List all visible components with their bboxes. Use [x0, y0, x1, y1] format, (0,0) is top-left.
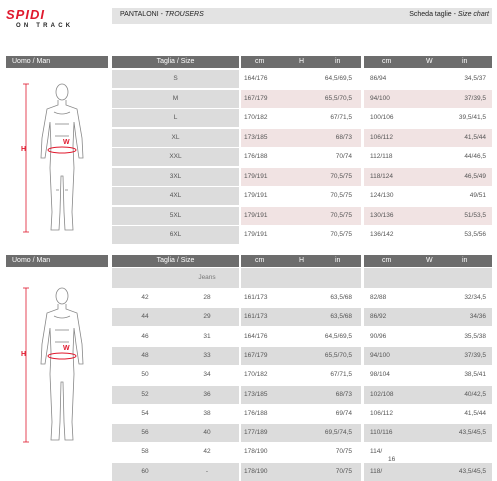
w-in-value: 39,5/41,5 — [458, 114, 486, 121]
jeans-value: 40 — [203, 429, 211, 437]
h-cm-value: 177/189 — [244, 429, 268, 437]
size-value: 6XL — [169, 231, 182, 238]
brand-tagline: ON TRACK — [16, 23, 74, 29]
product-title: PANTALONI - TROUSERS — [120, 11, 204, 18]
size-value: 60 — [141, 467, 149, 475]
w-in-value: 37/39,5 — [464, 94, 486, 102]
size-value: 56 — [141, 429, 149, 437]
h-cm-value: 176/188 — [244, 153, 268, 160]
w-in-value: 37/39,5 — [464, 351, 486, 359]
h-cm-value: 161/173 — [244, 294, 268, 301]
w-in-value: 49/51 — [469, 192, 486, 199]
h-in-value: 70/75 — [335, 467, 352, 475]
w-cm-value: 114/ — [370, 448, 383, 456]
h-cm-value: 167/179 — [244, 94, 268, 102]
size-value: M — [172, 94, 179, 102]
h-in-value: 70,5/75 — [330, 211, 352, 219]
body-figure-icon — [14, 80, 104, 238]
size-value: 46 — [141, 332, 149, 340]
w-cm-value: 124/130 — [370, 192, 394, 199]
h-cm-value: 179/191 — [244, 211, 268, 219]
w-subheader-bg — [364, 268, 492, 288]
table2-h-header: cm H in — [241, 255, 361, 267]
w-in-value: 38,5/41 — [464, 371, 486, 379]
h-cm-value: 178/190 — [244, 448, 268, 456]
w-in-value: 51/53,5 — [464, 211, 486, 219]
height-label: H — [21, 146, 27, 153]
table2-w-header: cm W in — [364, 255, 492, 267]
size-value: 48 — [141, 351, 149, 359]
h-cm-value: 164/176 — [244, 332, 268, 340]
w-cm-value: 106/112 — [370, 409, 394, 417]
size-value: 5XL — [169, 211, 182, 219]
h-cm-value: 178/190 — [244, 467, 268, 475]
jeans-value: 42 — [203, 448, 211, 456]
w-cm-value: 118/124 — [370, 172, 394, 180]
jeans-value: 33 — [203, 351, 211, 359]
h-cm-value: 161/173 — [244, 313, 268, 321]
h-in-value: 70,5/75 — [330, 172, 352, 180]
w-in-value: 43,5/45,5 — [458, 467, 486, 475]
h-cm-value: 173/185 — [244, 390, 268, 398]
size-value: S — [173, 75, 178, 82]
waist-label-2: W — [63, 345, 70, 352]
jeans-value: 29 — [203, 313, 211, 321]
w-in-value: 32/34,5 — [464, 294, 486, 301]
table2-size-header: Taglia / Size — [112, 255, 239, 267]
h-in-value: 70,5/75 — [330, 231, 352, 238]
size-value: 42 — [141, 294, 149, 301]
h-in-value: 70,5/75 — [330, 192, 352, 199]
svg-text:SPIDI: SPIDI — [6, 8, 45, 21]
w-in-value: 40/42,5 — [464, 390, 486, 398]
w-cm-value: 106/112 — [370, 133, 394, 141]
w-in-value: 34/36 — [469, 313, 486, 321]
h-in-value: 67/71,5 — [330, 114, 352, 121]
overlay-value: 16 — [388, 456, 396, 463]
table1-w-header: cm W in — [364, 56, 492, 68]
w-cm-value: 94/100 — [370, 351, 390, 359]
w-cm-value: 82/88 — [370, 294, 387, 301]
size-value: XL — [171, 133, 180, 141]
h-in-value: 63,5/68 — [330, 313, 352, 321]
w-cm-value: 102/108 — [370, 390, 394, 398]
w-in-value: 46,5/49 — [464, 172, 486, 180]
jeans-value: 28 — [203, 294, 211, 301]
h-cm-value: 176/188 — [244, 409, 268, 417]
w-cm-value: 100/106 — [370, 114, 394, 121]
w-in-value: 41,5/44 — [464, 133, 486, 141]
size-value: 3XL — [169, 172, 182, 180]
size-value: 44 — [141, 313, 149, 321]
h-cm-value: 179/191 — [244, 192, 268, 199]
size-value: L — [173, 114, 178, 121]
w-in-value: 35,5/38 — [464, 332, 486, 340]
h-in-value: 65,5/70,5 — [324, 94, 352, 102]
w-cm-value: 86/94 — [370, 75, 387, 82]
jeans-value: 38 — [203, 409, 211, 417]
size-value: 54 — [141, 409, 149, 417]
w-cm-value: 112/118 — [370, 153, 393, 160]
w-cm-value: 94/100 — [370, 94, 390, 102]
w-cm-value: 98/104 — [370, 371, 390, 379]
table2-label: Uomo / Man — [6, 255, 108, 267]
h-in-value: 69/74 — [335, 409, 352, 417]
w-in-value — [428, 444, 486, 460]
spidi-logo — [6, 8, 82, 21]
h-cm-value: 179/191 — [244, 172, 268, 180]
h-in-value: 64,5/69,5 — [324, 75, 352, 82]
h-cm-value: 170/182 — [244, 371, 268, 379]
size-value: 4XL — [169, 192, 182, 199]
h-in-value: 70/74 — [335, 153, 352, 160]
jeans-subheader: Jeans — [198, 274, 216, 281]
h-cm-value: 170/182 — [244, 114, 268, 121]
table1-label: Uomo / Man — [6, 56, 108, 68]
jeans-value: 36 — [203, 390, 211, 398]
size-value: 58 — [141, 448, 149, 456]
h-in-value: 65,5/70,5 — [324, 351, 352, 359]
w-cm-value: 136/142 — [370, 231, 394, 238]
w-cm-value: 110/116 — [370, 429, 393, 437]
size-value: 50 — [141, 371, 149, 379]
jeans-value: 31 — [203, 332, 211, 340]
h-subheader-bg — [241, 268, 361, 288]
h-cm-value: 179/191 — [244, 231, 268, 238]
table1-size-header: Taglia / Size — [112, 56, 239, 68]
w-cm-value: 118/ — [370, 467, 383, 475]
h-cm-value: 164/176 — [244, 75, 268, 82]
w-in-value: 43,5/45,5 — [458, 429, 486, 437]
h-cm-value: 167/179 — [244, 351, 268, 359]
h-in-value: 67/71,5 — [330, 371, 352, 379]
jeans-value: - — [205, 467, 209, 475]
height-label-2: H — [21, 351, 27, 358]
w-cm-value: 130/136 — [370, 211, 394, 219]
h-in-value: 68/73 — [335, 390, 352, 398]
size-value: 52 — [141, 390, 149, 398]
h-in-value: 64,5/69,5 — [324, 332, 352, 340]
h-in-value: 63,5/68 — [330, 294, 352, 301]
h-cm-value: 173/185 — [244, 133, 268, 141]
w-cm-value: 86/92 — [370, 313, 387, 321]
h-in-value: 69,5/74,5 — [324, 429, 352, 437]
chart-title: Scheda taglie - Size chart — [409, 11, 489, 18]
w-cm-value: 90/96 — [370, 332, 387, 340]
w-in-value: 34,5/37 — [464, 75, 486, 82]
waist-label: W — [63, 139, 70, 146]
w-in-value: 53,5/56 — [464, 231, 486, 238]
h-in-value: 70/75 — [335, 448, 352, 456]
h-in-value: 68/73 — [335, 133, 352, 141]
table1-h-header: cm H in — [241, 56, 361, 68]
size-value: XXL — [169, 153, 182, 160]
jeans-value: 34 — [203, 371, 211, 379]
body-figure-icon-2 — [14, 282, 104, 450]
w-in-value: 41,5/44 — [464, 409, 486, 417]
w-in-value: 44/46,5 — [464, 153, 486, 160]
